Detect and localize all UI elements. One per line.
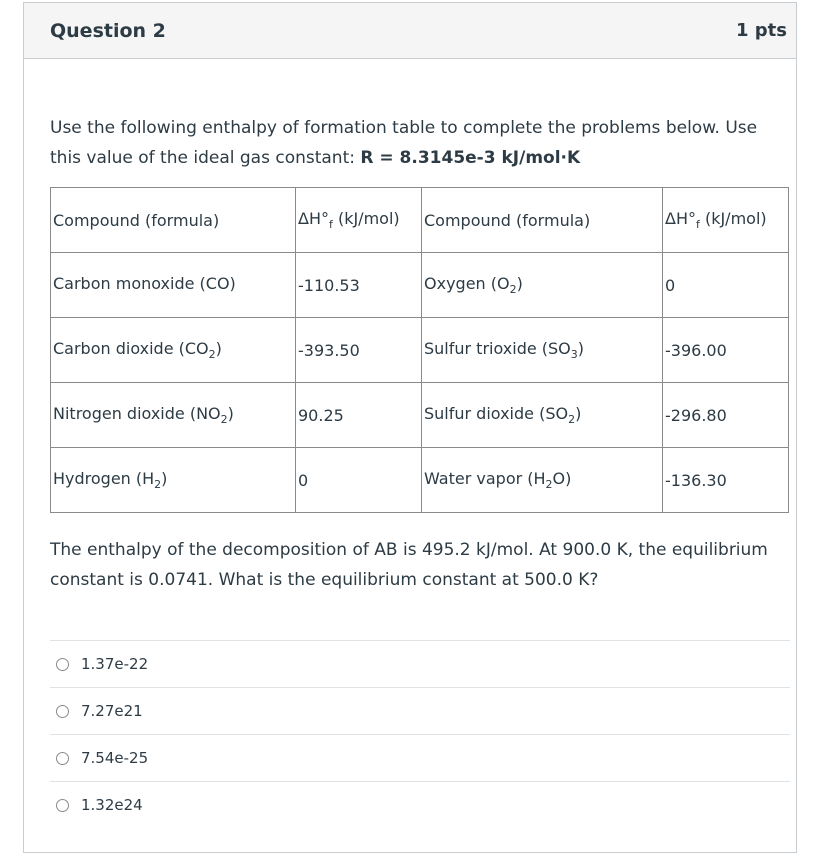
enthalpy-cell: -396.00 <box>663 318 789 383</box>
gas-constant: R = 8.3145e-3 kJ/mol·K <box>360 148 581 168</box>
answer-label: 1.37e-22 <box>81 655 149 673</box>
question-points: 1 pts <box>736 20 787 41</box>
answer-option[interactable] <box>50 640 790 687</box>
enthalpy-cell: -136.30 <box>663 448 789 513</box>
question-intro <box>50 113 790 173</box>
compound-cell: Oxygen $(O_2)$ <box>422 253 663 318</box>
radio-button[interactable] <box>56 799 69 812</box>
compound-cell: Carbon dioxide $(CO_2)$ <box>51 318 296 383</box>
answer-label: 1.32e24 <box>81 796 143 814</box>
answer-option[interactable] <box>50 781 790 828</box>
enthalpy-cell: -110.53 <box>296 253 422 318</box>
answer-option[interactable] <box>50 687 790 734</box>
table-header-row <box>51 188 789 253</box>
enthalpy-cell: 90.25 <box>296 383 422 448</box>
question-text: The enthalpy of the decomposition of AB is 495.2 kJ/mol. At 900.0 K, the equilibrium constant is 0.0741. What is the equilibrium constant at 500.0 K? <box>50 540 768 590</box>
header-enthalpy-1: $\Delta H^\circ_f$ (kJ/mol) <box>296 188 422 253</box>
compound-cell: Sulfur dioxide $(SO_2)$ <box>422 383 663 448</box>
enthalpy-cell: 0 <box>296 448 422 513</box>
compound-cell: Water vapor $(H_2O)$ <box>422 448 663 513</box>
radio-button[interactable] <box>56 752 69 765</box>
table-row <box>51 383 789 448</box>
enthalpy-cell: -296.80 <box>663 383 789 448</box>
radio-button[interactable] <box>56 658 69 671</box>
table-row <box>51 253 789 318</box>
question-title: Question 2 <box>50 19 166 42</box>
enthalpy-table <box>50 187 789 513</box>
answer-label: 7.27e21 <box>81 702 143 720</box>
compound-cell: Hydrogen $(H_2)$ <box>51 448 296 513</box>
enthalpy-cell: 0 <box>663 253 789 318</box>
radio-button[interactable] <box>56 705 69 718</box>
table-row <box>51 318 789 383</box>
question-header <box>24 3 796 59</box>
enthalpy-cell: -393.50 <box>296 318 422 383</box>
header-compound-1: Compound (formula) <box>51 188 296 253</box>
header-compound-2: Compound (formula) <box>422 188 663 253</box>
answer-list <box>50 640 790 828</box>
question-card <box>23 2 797 853</box>
answer-option[interactable] <box>50 734 790 781</box>
table-row <box>51 448 789 513</box>
compound-cell: Nitrogen dioxide $(NO_2)$ <box>51 383 296 448</box>
answer-label: 7.54e-25 <box>81 749 149 767</box>
header-enthalpy-2: $\Delta H^\circ_f$ (kJ/mol) <box>663 188 789 253</box>
compound-cell: Carbon monoxide (CO) <box>51 253 296 318</box>
intro-text: Use the following enthalpy of formation table to complete the problems below. Use this value of the ideal gas constant: <box>50 118 758 168</box>
compound-cell: Sulfur trioxide $(SO_3)$ <box>422 318 663 383</box>
